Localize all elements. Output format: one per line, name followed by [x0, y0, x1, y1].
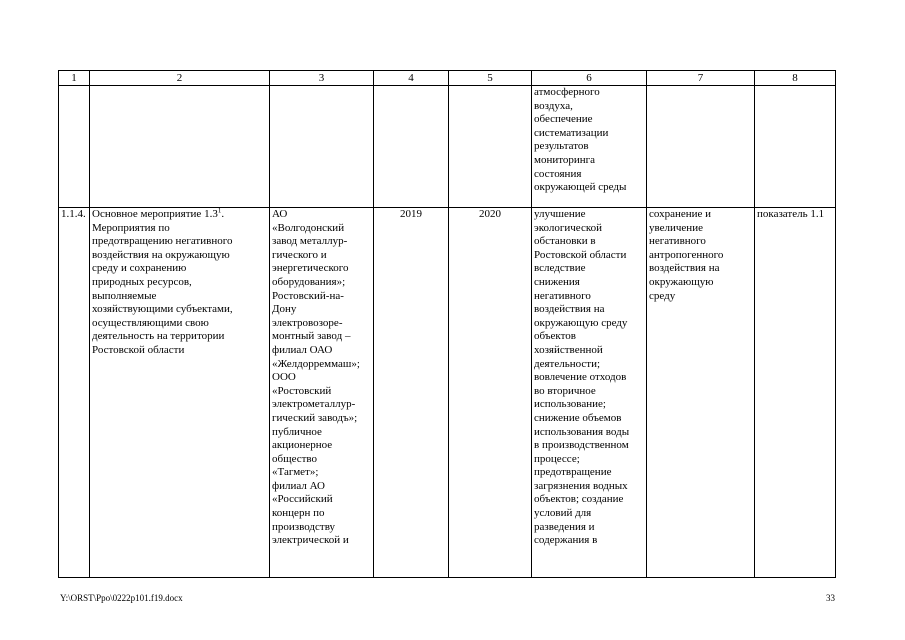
column-number-2: 2	[90, 71, 270, 86]
text-line: содержания в	[534, 534, 598, 547]
continuation-cell-1	[59, 86, 90, 208]
continuation-result-cell	[532, 86, 647, 208]
text-line: общество	[272, 452, 318, 465]
text-line: энергетического	[272, 262, 349, 275]
text-line: хозяйствующими субъектами,	[92, 303, 233, 316]
text-line: воздействия на	[649, 262, 720, 275]
text-line: состояния	[534, 167, 582, 180]
text-line: объектов	[534, 330, 576, 343]
text-line: мониторинга	[534, 153, 596, 166]
text-line: воздействия на	[534, 303, 605, 316]
executor-cell	[270, 208, 374, 578]
text-line: хозяйственной	[534, 343, 603, 356]
text-line: концерн по	[272, 507, 325, 520]
text-line: воздействия на окружающую	[92, 248, 230, 261]
measure-title: Основное мероприятие 1.3	[92, 208, 218, 220]
continuation-cell-4	[374, 86, 449, 208]
start-year: 2019	[374, 208, 449, 578]
column-number-3: 3	[270, 71, 374, 86]
text-line: окружающую среду	[534, 316, 628, 329]
text-line: АО	[272, 208, 288, 220]
column-number-7: 7	[647, 71, 755, 86]
text-line: публичное	[272, 425, 322, 438]
text-line: «Тагмет»;	[272, 466, 319, 479]
text-line: филиал АО	[272, 479, 325, 492]
text-line: Дону	[272, 303, 297, 316]
text-line: гического и	[272, 248, 327, 261]
text-line: предотвращение	[534, 466, 612, 479]
text-line: среду	[649, 289, 676, 302]
text-line: окружающую	[649, 275, 714, 288]
document-path: Y:\ORST\Ppo\0222p101.f19.docx	[60, 593, 183, 603]
column-number-5: 5	[449, 71, 532, 86]
continuation-cell-8	[755, 86, 836, 208]
text-line: окружающей среды	[534, 181, 627, 194]
column-number-6: 6	[532, 71, 647, 86]
text-line: выполняемые	[92, 289, 157, 302]
text-line: Мероприятия по	[92, 221, 170, 234]
text-line: «Ростовский	[272, 384, 332, 397]
text-line: увеличение	[649, 221, 703, 234]
text-line: предотвращению негативного	[92, 235, 233, 248]
text-line: «Российский	[272, 493, 333, 506]
text-line: загрязнения водных	[534, 479, 628, 492]
continuation-cell-7	[647, 86, 755, 208]
text-line: Ростовской области	[92, 343, 185, 356]
text-line: деятельность на территории	[92, 330, 225, 343]
footnote-mark: 1	[217, 207, 222, 215]
text-line: монтный завод –	[272, 330, 351, 343]
text-line: «Волгодонский	[272, 221, 345, 234]
text-line: разведения и	[534, 520, 595, 533]
text-line: во вторичное	[534, 384, 596, 397]
continuation-cell-5	[449, 86, 532, 208]
text-line: воздуха,	[534, 99, 573, 112]
text-line: вследствие	[534, 262, 586, 275]
text-line: сохранение и	[649, 208, 712, 220]
text-line: антропогенного	[649, 248, 724, 261]
text-line: электрической и	[272, 534, 349, 547]
text-line: результатов	[534, 140, 589, 153]
text-line: природных ресурсов,	[92, 275, 192, 288]
row-number: 1.1.4.	[59, 208, 90, 578]
column-number-8: 8	[755, 71, 836, 86]
text-line: «Желдорреммаш»;	[272, 357, 360, 370]
text-line: атмосферного	[534, 86, 600, 98]
text-line: завод металлур-	[272, 235, 348, 248]
text-line: систематизации	[534, 126, 609, 139]
text-line: экологической	[534, 221, 602, 234]
text-line: снижения	[534, 275, 580, 288]
text-line: гический заводъ»;	[272, 411, 358, 424]
text-line: ООО	[272, 371, 296, 384]
text-line: среду и сохранению	[92, 262, 187, 275]
text-line: оборудования»;	[272, 275, 346, 288]
expected-result-cell	[532, 208, 647, 578]
text-line: негативного	[649, 235, 706, 248]
text-line: вовлечение отходов	[534, 371, 627, 384]
continuation-cell-2	[90, 86, 270, 208]
text-line: деятельности;	[534, 357, 601, 370]
text-line: электрометаллур-	[272, 398, 356, 411]
text-line: Ростовской области	[534, 248, 627, 261]
end-year: 2020	[449, 208, 532, 578]
text-line: обеспечение	[534, 113, 593, 126]
text-line: использования воды	[534, 425, 630, 438]
column-number-1: 1	[59, 71, 90, 86]
text-line: использование;	[534, 398, 606, 411]
text-line: условий для	[534, 507, 592, 520]
text-line: филиал ОАО	[272, 343, 333, 356]
text-line: улучшение	[534, 208, 586, 220]
text-line: производству	[272, 520, 336, 533]
text-line: негативного	[534, 289, 591, 302]
continuation-row	[59, 86, 836, 208]
text-line: объектов; создание	[534, 493, 624, 506]
title-period: .	[221, 208, 225, 220]
measure-name-cell	[90, 208, 270, 578]
text-line	[92, 208, 267, 222]
text-line: осуществляющими свою	[92, 316, 209, 329]
text-line: обстановки в	[534, 235, 596, 248]
text-line: в производственном	[534, 439, 629, 452]
page-number: 33	[826, 593, 835, 603]
text-line: Ростовский-на-	[272, 289, 344, 302]
table-row	[59, 208, 836, 578]
consequence-cell	[647, 208, 755, 578]
column-number-row	[59, 71, 836, 86]
column-number-4: 4	[374, 71, 449, 86]
continuation-cell-3	[270, 86, 374, 208]
text-line: акционерное	[272, 439, 333, 452]
text-line: электровозоре-	[272, 316, 343, 329]
indicator-cell: показатель 1.1	[755, 208, 836, 578]
text-line: процессе;	[534, 452, 580, 465]
program-table	[58, 70, 836, 578]
text-line: снижение объемов	[534, 411, 622, 424]
